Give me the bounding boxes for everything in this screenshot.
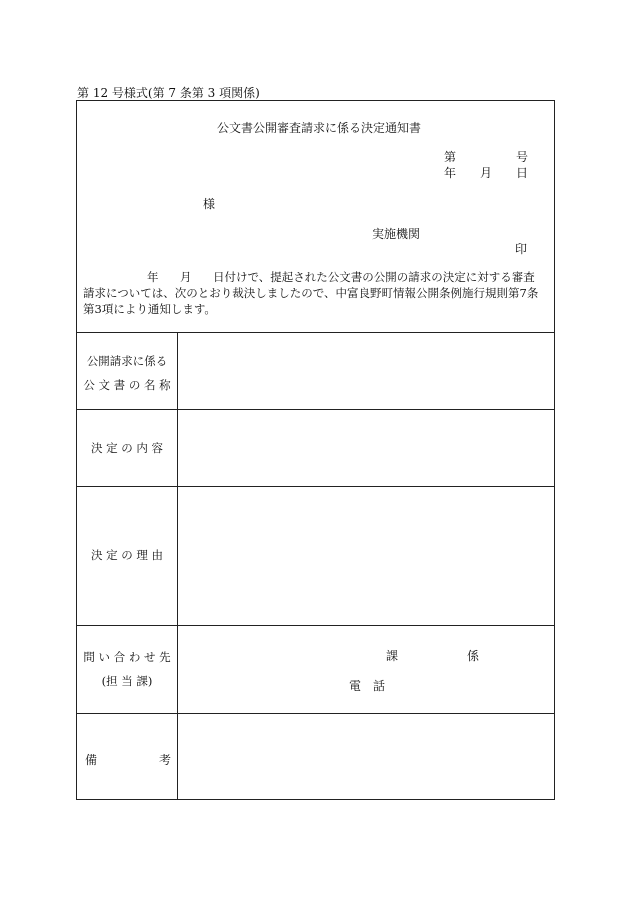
contact-phone-label: 電 話 (349, 679, 386, 693)
decision-reason-label: 決 定 の 理 由 (90, 548, 164, 562)
number-suffix: 号 (516, 150, 529, 164)
decision-content-label: 決 定 の 内 容 (90, 441, 164, 455)
row-divider (77, 486, 554, 487)
document-name-label-line-1: 公開請求に係る (86, 354, 168, 368)
form-number-label: 第 12 号様式(第 7 条第 3 項関係) (77, 86, 260, 100)
agency-label: 実施機関 (372, 227, 421, 241)
contact-label-line-2: (担 当 課) (101, 674, 153, 688)
date-day: 日 (516, 166, 529, 180)
body-line-3: 第3項により通知します。 (83, 302, 216, 316)
notice-form (76, 100, 555, 800)
addressee-suffix: 様 (203, 197, 216, 211)
number-prefix: 第 (444, 150, 457, 164)
date-year: 年 (444, 166, 457, 180)
body-line-1: 日付けで、提起された公文書の公開の請求の決定に対する審査 (213, 270, 535, 284)
body-month: 月 (180, 270, 192, 284)
contact-label-line-1: 問 い 合 わ せ 先 (83, 650, 171, 664)
form-title: 公文書公開審査請求に係る決定通知書 (217, 121, 422, 135)
remarks-label-end: 考 (159, 753, 172, 767)
contact-staff-label: 係 (467, 649, 480, 663)
document-name-label-line-2: 公 文 書 の 名 称 (83, 378, 171, 392)
row-divider (77, 409, 554, 410)
row-divider (77, 625, 554, 626)
remarks-label-start: 備 (85, 753, 98, 767)
row-divider (77, 332, 554, 333)
body-year: 年 (147, 270, 159, 284)
row-divider (77, 713, 554, 714)
seal-mark: 印 (515, 242, 528, 256)
label-column-divider (177, 332, 178, 799)
contact-section-label: 課 (386, 649, 399, 663)
body-line-2: 請求については、次のとおり裁決しましたので、中富良野町情報公開条例施行規則第7条 (83, 286, 539, 300)
date-month: 月 (480, 166, 493, 180)
